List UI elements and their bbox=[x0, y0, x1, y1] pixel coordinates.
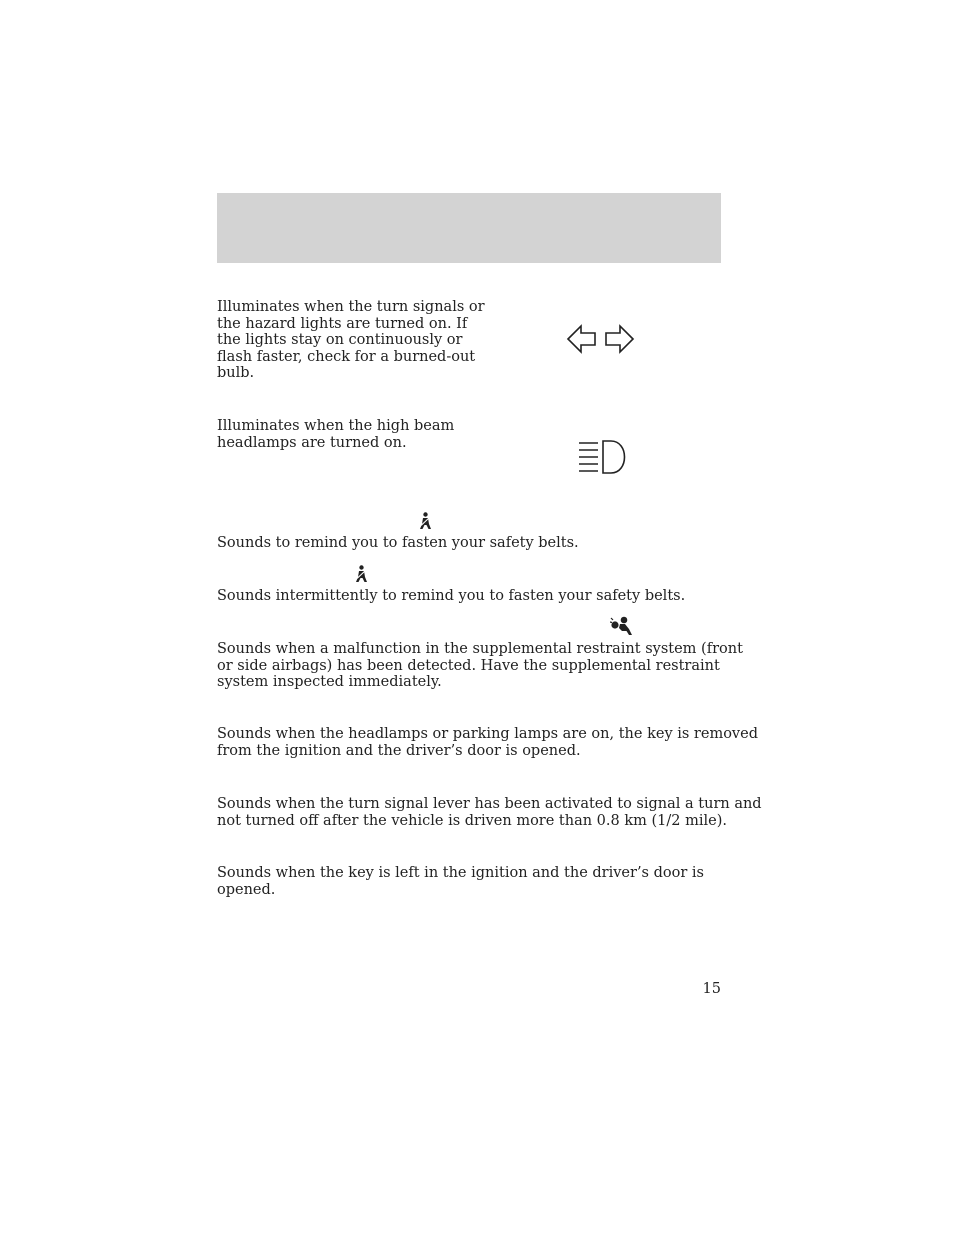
key-in-ignition-chime-text: Sounds when the key is left in the ignition and the driver’s door is opened. bbox=[217, 865, 704, 898]
section-header-band bbox=[217, 193, 721, 263]
high-beam-headlamp-icon bbox=[577, 439, 631, 475]
turn-signal-chime-text: Sounds when the turn signal lever has been activated to signal a turn and not turned off after the vehicle is driven more than 0.8 km (1/2 mile). bbox=[217, 796, 762, 829]
headlamps-on-chime-text: Sounds when the headlamps or parking lamps are on, the key is removed from the ignition and the driver’s door is opened. bbox=[217, 726, 758, 759]
safety-belt-reminder-text: Sounds to remind you to fasten your safety belts. bbox=[217, 535, 579, 551]
airbag-passenger-icon bbox=[610, 616, 634, 636]
page-number: 15 bbox=[702, 981, 721, 997]
turn-signal-description: Illuminates when the turn signals or the hazard lights are turned on. If the lights stay on continuously or flash faster, check for a burned-out bulb. bbox=[217, 299, 485, 381]
seatbelt-person-icon bbox=[354, 565, 369, 583]
high-beam-description: Illuminates when the high beam headlamps are turned on. bbox=[217, 418, 455, 451]
turn-signal-arrows-icon bbox=[566, 323, 636, 355]
seatbelt-person-icon bbox=[418, 512, 433, 530]
safety-belt-intermittent-text: Sounds intermittently to remind you to fasten your safety belts. bbox=[217, 588, 686, 604]
airbag-malfunction-text: Sounds when a malfunction in the supplemental restraint system (front or side airbags) has been detected. Have the supplemental restraint system inspected immediately. bbox=[217, 641, 743, 690]
